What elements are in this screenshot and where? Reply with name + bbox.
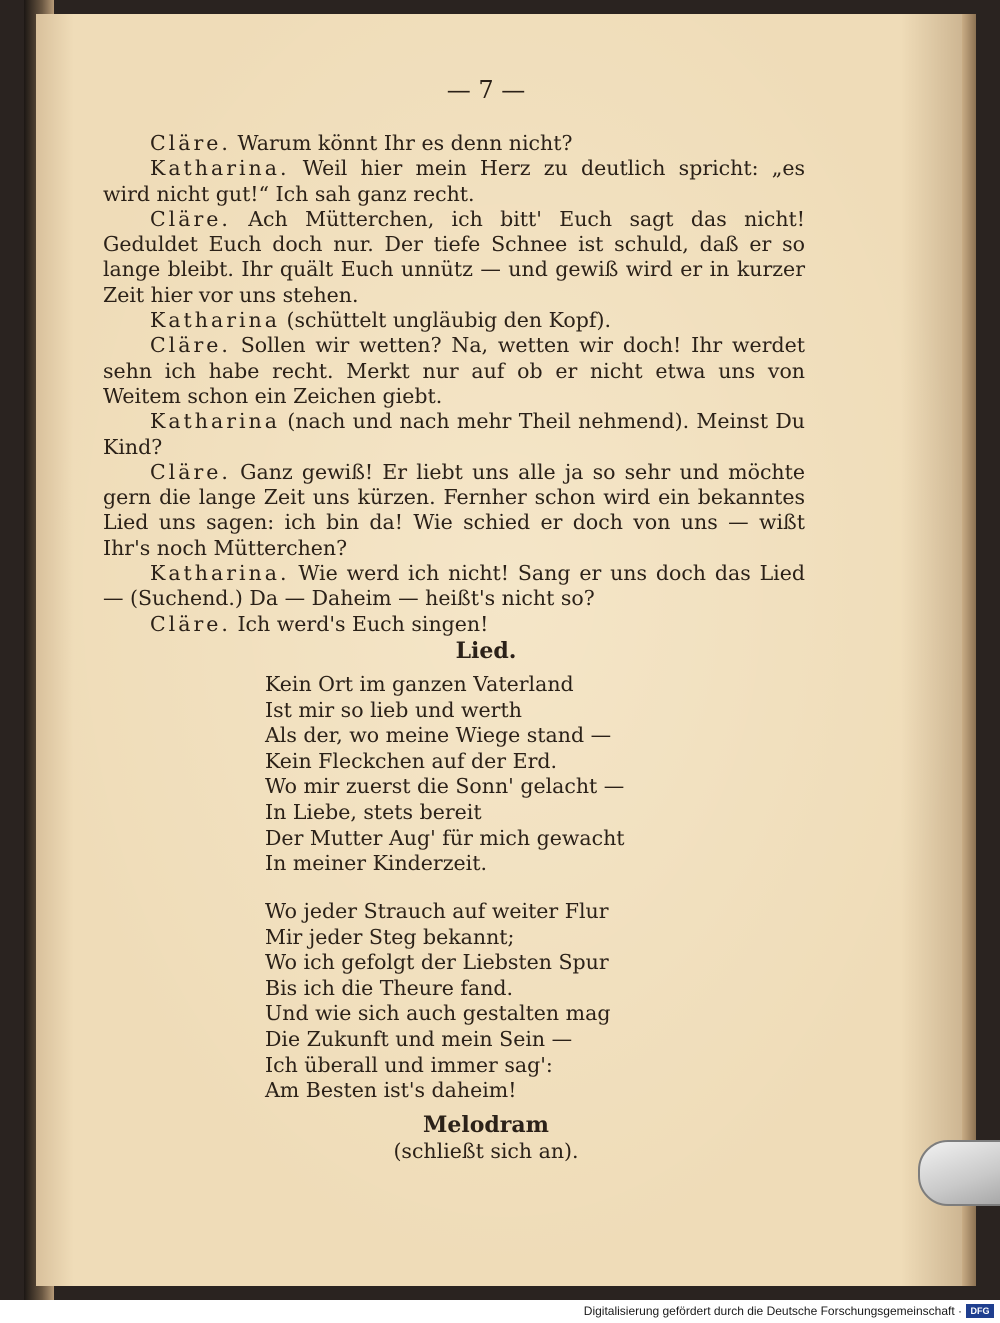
- verse-line: Der Mutter Aug' für mich gewacht: [265, 825, 625, 850]
- dialogue-line: [103, 409, 805, 460]
- dialogue-line: [103, 308, 805, 333]
- speaker-name: Cläre.: [150, 131, 231, 155]
- dialogue-text: Sollen wir wetten? Na, wetten wir doch! Ihr werdet sehn ich habe recht. Merkt nur auf ob er nicht etwa uns von Weitem schon ein Zeichen giebt.: [103, 333, 805, 408]
- dialogue-line: [103, 460, 805, 561]
- verse-line: Bis ich die Theure fand.: [265, 975, 514, 1000]
- verse-line: Die Zukunft und mein Sein —: [265, 1026, 573, 1051]
- dialogue-text: Ganz gewiß! Er liebt uns alle ja so sehr und möchte gern die lange Zeit uns kürzen. Fernher schon wird ein bekanntes Lied uns sagen: ich bin da! Wie schied er doch von uns — wißt Ihr's noch Mütterchen?: [103, 459, 805, 560]
- speaker-name: Katharina: [150, 308, 280, 333]
- song-stanza-2: [265, 899, 610, 1104]
- verse-line: Wo mir zuerst die Sonn' gelacht —: [265, 774, 625, 799]
- melodram-heading: Melodram: [423, 1112, 549, 1138]
- song-stanza-1: [265, 672, 625, 877]
- dialogue-line: [103, 156, 805, 207]
- book-page: [36, 14, 976, 1286]
- dialogue-text: Weil hier mein Herz zu deutlich spricht: „es wird nicht gut!“ Ich sah ganz recht.: [103, 156, 805, 206]
- dfg-logo-icon: DFG: [966, 1304, 994, 1318]
- verse-line: Ist mir so lieb und werth: [265, 697, 522, 722]
- digitization-footer: [0, 1300, 1000, 1323]
- speaker-name: Cläre.: [150, 459, 231, 484]
- stage-direction: (schüttelt ungläubig den Kopf).: [279, 308, 611, 333]
- verse-line: In Liebe, stets bereit: [265, 799, 482, 824]
- verse-line: Wo ich gefolgt der Liebsten Spur: [265, 950, 609, 975]
- footer-credit-text: Digitalisierung gefördert durch die Deutsche Forschungsgemeinschaft ·: [583, 1304, 962, 1318]
- dialogue-text: Ich werd's Euch singen!: [230, 611, 489, 636]
- speaker-name: Katharina.: [150, 156, 290, 181]
- verse-line: Am Besten ist's daheim!: [265, 1078, 517, 1103]
- verse-line: Ich überall und immer sag':: [265, 1052, 553, 1077]
- verse-line: Kein Ort im ganzen Vaterland: [265, 672, 574, 696]
- verse-line: Kein Fleckchen auf der Erd.: [265, 748, 558, 773]
- dialogue-text: (nach und nach mehr Theil nehmend). Meinst Du Kind?: [103, 409, 805, 459]
- verse-line: Und wie sich auch gestalten mag: [265, 1001, 611, 1026]
- speaker-name: Cläre.: [150, 611, 231, 636]
- dialogue-line: [103, 207, 805, 308]
- speaker-name: Cläre.: [150, 206, 231, 231]
- speaker-name: Cläre.: [150, 333, 231, 358]
- verse-line: Mir jeder Steg bekannt;: [265, 924, 515, 949]
- verse-line: Wo jeder Strauch auf weiter Flur: [265, 899, 609, 923]
- verse-line: In meiner Kinderzeit.: [265, 851, 487, 876]
- dialogue-line: [103, 561, 805, 612]
- song-heading: Lied.: [455, 638, 517, 664]
- dialogue-line: [103, 131, 805, 156]
- dialogue-line: [103, 612, 805, 637]
- dialogue-text: Wie werd ich nicht! Sang er uns doch das Lied — (Suchend.) Da — Daheim — heißt's nicht so?: [103, 561, 805, 611]
- scanner-clip: [918, 1140, 1000, 1206]
- dialogue-block: [103, 131, 805, 637]
- speaker-name: Katharina.: [150, 561, 290, 586]
- dialogue-text: Ach Mütterchen, ich bitt' Euch sagt das nicht! Geduldet Euch doch nur. Der tiefe Schnee ist schuld, daß er so lange bleibt. Ihr quält Euch unnütz — und gewiß wird er in kurzer Zeit hier vor uns stehen.: [103, 206, 805, 307]
- verse-line: Als der, wo meine Wiege stand —: [265, 723, 612, 748]
- page-edge: [962, 14, 976, 1286]
- page-number: — 7 —: [446, 76, 526, 104]
- melodram-note: (schließt sich an).: [393, 1139, 579, 1163]
- dialogue-text: Warum könnt Ihr es denn nicht?: [230, 131, 573, 155]
- speaker-name: Katharina: [150, 409, 280, 434]
- dialogue-line: [103, 333, 805, 409]
